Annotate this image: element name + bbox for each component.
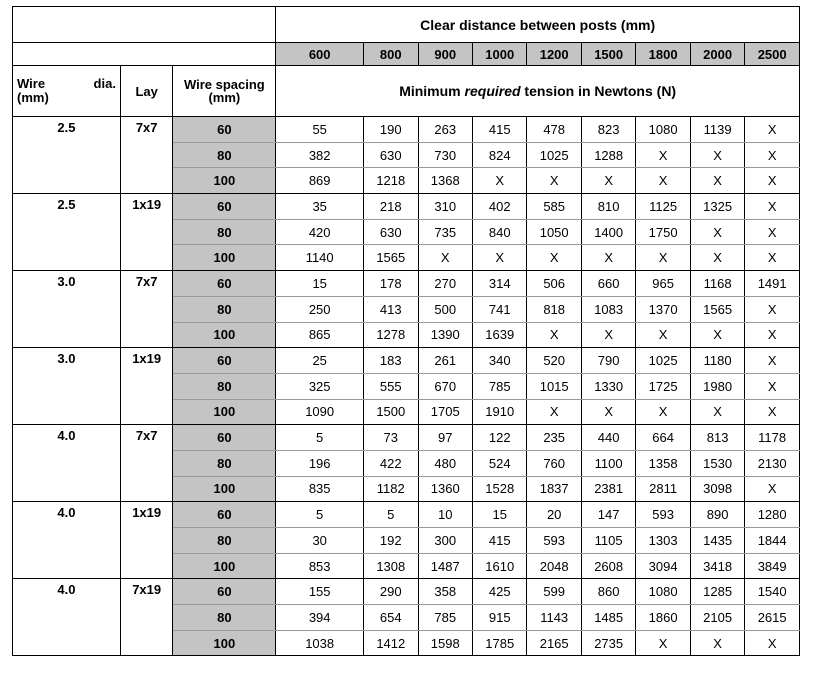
table-row bbox=[13, 425, 800, 451]
tension-value-cell: 965 bbox=[636, 271, 690, 297]
tension-value-cell: 500 bbox=[418, 296, 472, 322]
tension-value-cell: X bbox=[581, 245, 635, 271]
wire-spacing-header bbox=[173, 66, 276, 117]
tension-value-cell: X bbox=[745, 322, 800, 348]
tension-value-cell: 340 bbox=[472, 348, 526, 374]
tension-value-cell: 2381 bbox=[581, 476, 635, 502]
tension-value-cell: 1368 bbox=[418, 168, 472, 194]
tension-em: required bbox=[464, 83, 521, 99]
tension-value-cell: 1308 bbox=[364, 553, 418, 579]
tension-value-cell: 1598 bbox=[418, 630, 472, 656]
tension-value-cell: X bbox=[527, 245, 581, 271]
tension-value-cell: X bbox=[745, 296, 800, 322]
tension-value-cell: 810 bbox=[581, 194, 635, 220]
dia-label: dia. bbox=[93, 76, 116, 92]
tension-value-cell: 10 bbox=[418, 502, 472, 528]
tension-value-cell: X bbox=[690, 142, 744, 168]
table-row bbox=[13, 194, 800, 220]
tension-value-cell: X bbox=[745, 219, 800, 245]
tension-value-cell: 1639 bbox=[472, 322, 526, 348]
wire-dia-cell: 2.5 bbox=[13, 194, 121, 271]
tension-value-cell: 415 bbox=[472, 117, 526, 143]
tension-value-cell: 5 bbox=[364, 502, 418, 528]
tension-value-cell: 178 bbox=[364, 271, 418, 297]
tension-pre: Minimum bbox=[399, 83, 465, 99]
tension-value-cell: 1500 bbox=[364, 399, 418, 425]
blank-corner-cell bbox=[13, 7, 276, 43]
tension-value-cell: 1528 bbox=[472, 476, 526, 502]
wire-dia-cell: 2.5 bbox=[13, 117, 121, 194]
tension-value-cell: 1980 bbox=[690, 373, 744, 399]
distance-header-cell: 2500 bbox=[745, 43, 800, 66]
tension-value-cell: X bbox=[745, 142, 800, 168]
tension-value-cell: X bbox=[581, 322, 635, 348]
tension-value-cell: X bbox=[527, 399, 581, 425]
tension-value-cell: 310 bbox=[418, 194, 472, 220]
tension-value-cell: 2608 bbox=[581, 553, 635, 579]
tension-value-cell: 760 bbox=[527, 450, 581, 476]
lay-cell: 7x7 bbox=[120, 271, 172, 348]
tension-value-cell: 20 bbox=[527, 502, 581, 528]
tension-value-cell: 1015 bbox=[527, 373, 581, 399]
wire-label: Wire bbox=[17, 76, 46, 92]
tension-value-cell: 1080 bbox=[636, 579, 690, 605]
tension-value-cell: 415 bbox=[472, 528, 526, 554]
tension-value-cell: 1080 bbox=[636, 117, 690, 143]
wire-spacing-cell: 80 bbox=[173, 605, 276, 631]
tension-value-cell: 394 bbox=[276, 605, 364, 631]
tension-value-cell: 890 bbox=[690, 502, 744, 528]
tension-value-cell: 1785 bbox=[472, 630, 526, 656]
tension-value-cell: 1100 bbox=[581, 450, 635, 476]
tension-value-cell: 1083 bbox=[581, 296, 635, 322]
tension-value-cell: X bbox=[636, 168, 690, 194]
tension-value-cell: 1565 bbox=[364, 245, 418, 271]
tension-value-cell: 1705 bbox=[418, 399, 472, 425]
tension-value-cell: 1278 bbox=[364, 322, 418, 348]
wire-spacing-cell: 100 bbox=[173, 245, 276, 271]
tension-value-cell: 155 bbox=[276, 579, 364, 605]
tension-value-cell: 1540 bbox=[745, 579, 800, 605]
tension-value-cell: 325 bbox=[276, 373, 364, 399]
tension-value-cell: 314 bbox=[472, 271, 526, 297]
tension-value-cell: 183 bbox=[364, 348, 418, 374]
tension-value-cell: 1725 bbox=[636, 373, 690, 399]
tension-value-cell: 790 bbox=[581, 348, 635, 374]
tension-value-cell: 1358 bbox=[636, 450, 690, 476]
wire-spacing-cell: 100 bbox=[173, 630, 276, 656]
tension-value-cell: 1435 bbox=[690, 528, 744, 554]
tension-value-cell: 2811 bbox=[636, 476, 690, 502]
lay-cell: 1x19 bbox=[120, 502, 172, 579]
tension-value-cell: 1125 bbox=[636, 194, 690, 220]
tension-value-cell: X bbox=[418, 245, 472, 271]
tension-value-cell: 425 bbox=[472, 579, 526, 605]
tension-value-cell: X bbox=[745, 476, 800, 502]
tension-value-cell: 2615 bbox=[745, 605, 800, 631]
tension-value-cell: 1491 bbox=[745, 271, 800, 297]
tension-value-cell: 1168 bbox=[690, 271, 744, 297]
tension-value-cell: 5 bbox=[276, 502, 364, 528]
tension-value-cell: 1487 bbox=[418, 553, 472, 579]
tension-value-cell: 263 bbox=[418, 117, 472, 143]
tension-value-cell: 1750 bbox=[636, 219, 690, 245]
wire-spacing-cell: 100 bbox=[173, 476, 276, 502]
tension-value-cell: 1485 bbox=[581, 605, 635, 631]
wire-dia-cell: 4.0 bbox=[13, 579, 121, 656]
tension-value-cell: 300 bbox=[418, 528, 472, 554]
wire-spacing-cell: 100 bbox=[173, 399, 276, 425]
tension-value-cell: 1288 bbox=[581, 142, 635, 168]
distance-header-cell: 1800 bbox=[636, 43, 690, 66]
tension-value-cell: 1610 bbox=[472, 553, 526, 579]
tension-value-cell: 1285 bbox=[690, 579, 744, 605]
wire-spacing-cell: 80 bbox=[173, 450, 276, 476]
wire-dia-cell: 4.0 bbox=[13, 502, 121, 579]
blank-corner-cell-2 bbox=[13, 43, 276, 66]
wire-spacing-cell: 80 bbox=[173, 528, 276, 554]
wire-spacing-cell: 60 bbox=[173, 502, 276, 528]
tension-value-cell: X bbox=[690, 219, 744, 245]
tension-value-cell: 5 bbox=[276, 425, 364, 451]
tension-value-cell: 1837 bbox=[527, 476, 581, 502]
tension-value-cell: 2165 bbox=[527, 630, 581, 656]
tension-value-cell: 853 bbox=[276, 553, 364, 579]
table-row bbox=[13, 117, 800, 143]
tension-value-cell: X bbox=[636, 245, 690, 271]
tension-value-cell: X bbox=[472, 245, 526, 271]
tension-value-cell: 593 bbox=[636, 502, 690, 528]
tension-value-cell: X bbox=[636, 322, 690, 348]
tension-value-cell: 440 bbox=[581, 425, 635, 451]
tension-value-cell: 1178 bbox=[745, 425, 800, 451]
tension-value-cell: X bbox=[690, 399, 744, 425]
tension-value-cell: 506 bbox=[527, 271, 581, 297]
tension-value-cell: 1218 bbox=[364, 168, 418, 194]
tension-value-cell: 250 bbox=[276, 296, 364, 322]
tension-header bbox=[276, 66, 800, 117]
lay-cell: 7x7 bbox=[120, 117, 172, 194]
tension-value-cell: 818 bbox=[527, 296, 581, 322]
tension-value-cell: X bbox=[745, 194, 800, 220]
tension-value-cell: X bbox=[690, 245, 744, 271]
tension-value-cell: 1860 bbox=[636, 605, 690, 631]
wire-spacing-cell: 100 bbox=[173, 168, 276, 194]
tension-value-cell: X bbox=[745, 168, 800, 194]
tension-value-cell: 524 bbox=[472, 450, 526, 476]
tension-value-cell: 1090 bbox=[276, 399, 364, 425]
header-row-distances bbox=[13, 43, 800, 66]
tension-value-cell: 15 bbox=[472, 502, 526, 528]
wire-spacing-cell: 80 bbox=[173, 142, 276, 168]
lay-cell: 7x19 bbox=[120, 579, 172, 656]
tension-value-cell: X bbox=[581, 399, 635, 425]
tension-value-cell: 35 bbox=[276, 194, 364, 220]
tension-value-cell: 520 bbox=[527, 348, 581, 374]
tension-value-cell: 235 bbox=[527, 425, 581, 451]
tension-value-cell: X bbox=[690, 322, 744, 348]
tension-value-cell: 1390 bbox=[418, 322, 472, 348]
tension-value-cell: 1412 bbox=[364, 630, 418, 656]
tension-value-cell: 1565 bbox=[690, 296, 744, 322]
tension-value-cell: 122 bbox=[472, 425, 526, 451]
tension-value-cell: 824 bbox=[472, 142, 526, 168]
wire-dia-header bbox=[13, 66, 121, 117]
tension-value-cell: 15 bbox=[276, 271, 364, 297]
clear-distance-title: Clear distance between posts (mm) bbox=[276, 7, 800, 43]
wire-spacing-cell: 60 bbox=[173, 271, 276, 297]
tension-value-cell: X bbox=[472, 168, 526, 194]
tension-value-cell: 670 bbox=[418, 373, 472, 399]
tension-value-cell: 823 bbox=[581, 117, 635, 143]
tension-value-cell: 73 bbox=[364, 425, 418, 451]
tension-value-cell: 1844 bbox=[745, 528, 800, 554]
tension-table bbox=[12, 6, 800, 656]
tension-value-cell: 835 bbox=[276, 476, 364, 502]
tension-value-cell: 3094 bbox=[636, 553, 690, 579]
tension-value-cell: 402 bbox=[472, 194, 526, 220]
tension-value-cell: X bbox=[745, 630, 800, 656]
wire-spacing-cell: 60 bbox=[173, 348, 276, 374]
tension-value-cell: 813 bbox=[690, 425, 744, 451]
tension-value-cell: 1280 bbox=[745, 502, 800, 528]
tension-value-cell: 420 bbox=[276, 219, 364, 245]
wire-dia-cell: 3.0 bbox=[13, 348, 121, 425]
wire-dia-cell: 3.0 bbox=[13, 271, 121, 348]
tension-value-cell: 147 bbox=[581, 502, 635, 528]
tension-value-cell: 585 bbox=[527, 194, 581, 220]
tension-value-cell: 1050 bbox=[527, 219, 581, 245]
tension-value-cell: 218 bbox=[364, 194, 418, 220]
tension-value-cell: 1182 bbox=[364, 476, 418, 502]
tension-value-cell: 555 bbox=[364, 373, 418, 399]
wire-spacing-cell: 60 bbox=[173, 579, 276, 605]
tension-value-cell: 55 bbox=[276, 117, 364, 143]
tension-value-cell: 860 bbox=[581, 579, 635, 605]
tension-value-cell: 1180 bbox=[690, 348, 744, 374]
header-row-title bbox=[13, 7, 800, 43]
tension-value-cell: 3098 bbox=[690, 476, 744, 502]
tension-value-cell: 1303 bbox=[636, 528, 690, 554]
tension-value-cell: 192 bbox=[364, 528, 418, 554]
tension-value-cell: 3849 bbox=[745, 553, 800, 579]
tension-value-cell: 593 bbox=[527, 528, 581, 554]
tension-value-cell: X bbox=[745, 117, 800, 143]
lay-header: Lay bbox=[120, 66, 172, 117]
wire-spacing-cell: 100 bbox=[173, 553, 276, 579]
tension-value-cell: 2048 bbox=[527, 553, 581, 579]
tension-value-cell: 785 bbox=[418, 605, 472, 631]
tension-value-cell: 865 bbox=[276, 322, 364, 348]
tension-value-cell: 413 bbox=[364, 296, 418, 322]
tension-value-cell: 290 bbox=[364, 579, 418, 605]
tension-value-cell: 1360 bbox=[418, 476, 472, 502]
tension-value-cell: 270 bbox=[418, 271, 472, 297]
tension-value-cell: 30 bbox=[276, 528, 364, 554]
tension-value-cell: X bbox=[690, 168, 744, 194]
tension-value-cell: 730 bbox=[418, 142, 472, 168]
wire-spacing-cell: 100 bbox=[173, 322, 276, 348]
wire-spacing-cell: 80 bbox=[173, 296, 276, 322]
tension-value-cell: 840 bbox=[472, 219, 526, 245]
tension-value-cell: 869 bbox=[276, 168, 364, 194]
wire-spacing-cell: 80 bbox=[173, 219, 276, 245]
tension-value-cell: 382 bbox=[276, 142, 364, 168]
tension-value-cell: 664 bbox=[636, 425, 690, 451]
tension-value-cell: X bbox=[581, 168, 635, 194]
tension-value-cell: 741 bbox=[472, 296, 526, 322]
tension-value-cell: X bbox=[636, 630, 690, 656]
tension-value-cell: 2735 bbox=[581, 630, 635, 656]
wire-spacing-label: Wire spacing bbox=[183, 77, 265, 92]
tension-value-cell: 1143 bbox=[527, 605, 581, 631]
table-row bbox=[13, 271, 800, 297]
tension-value-cell: 1140 bbox=[276, 245, 364, 271]
lay-cell: 7x7 bbox=[120, 425, 172, 502]
tension-value-cell: X bbox=[745, 245, 800, 271]
wire-dia-unit: (mm) bbox=[17, 90, 49, 105]
wire-spacing-cell: 60 bbox=[173, 194, 276, 220]
tension-value-cell: 1325 bbox=[690, 194, 744, 220]
tension-value-cell: X bbox=[636, 399, 690, 425]
tension-value-cell: 1910 bbox=[472, 399, 526, 425]
tension-value-cell: X bbox=[527, 322, 581, 348]
tension-value-cell: X bbox=[745, 373, 800, 399]
tension-value-cell: 2105 bbox=[690, 605, 744, 631]
tension-value-cell: 660 bbox=[581, 271, 635, 297]
tension-value-cell: X bbox=[745, 348, 800, 374]
tension-value-cell: X bbox=[636, 142, 690, 168]
tension-value-cell: 261 bbox=[418, 348, 472, 374]
tension-value-cell: 1025 bbox=[527, 142, 581, 168]
distance-header-cell: 1000 bbox=[472, 43, 526, 66]
tension-post: tension in Newtons (N) bbox=[520, 83, 677, 99]
tension-value-cell: 1105 bbox=[581, 528, 635, 554]
tension-value-cell: 190 bbox=[364, 117, 418, 143]
tension-value-cell: 3418 bbox=[690, 553, 744, 579]
tension-value-cell: 358 bbox=[418, 579, 472, 605]
tension-value-cell: 422 bbox=[364, 450, 418, 476]
tension-value-cell: 196 bbox=[276, 450, 364, 476]
tension-value-cell: 2130 bbox=[745, 450, 800, 476]
tension-value-cell: 785 bbox=[472, 373, 526, 399]
table-row bbox=[13, 502, 800, 528]
tension-value-cell: 1038 bbox=[276, 630, 364, 656]
tension-value-cell: X bbox=[745, 399, 800, 425]
tension-value-cell: 599 bbox=[527, 579, 581, 605]
wire-spacing-cell: 60 bbox=[173, 425, 276, 451]
tension-value-cell: 480 bbox=[418, 450, 472, 476]
tension-value-cell: X bbox=[527, 168, 581, 194]
tension-value-cell: 915 bbox=[472, 605, 526, 631]
wire-dia-cell: 4.0 bbox=[13, 425, 121, 502]
distance-header-cell: 1500 bbox=[581, 43, 635, 66]
distance-header-cell: 900 bbox=[418, 43, 472, 66]
lay-cell: 1x19 bbox=[120, 194, 172, 271]
lay-cell: 1x19 bbox=[120, 348, 172, 425]
distance-header-cell: 800 bbox=[364, 43, 418, 66]
tension-value-cell: 654 bbox=[364, 605, 418, 631]
distance-header-cell: 1200 bbox=[527, 43, 581, 66]
table-row bbox=[13, 579, 800, 605]
tension-value-cell: 1025 bbox=[636, 348, 690, 374]
wire-spacing-cell: 60 bbox=[173, 117, 276, 143]
distance-header-cell: 600 bbox=[276, 43, 364, 66]
tension-value-cell: 1530 bbox=[690, 450, 744, 476]
tension-value-cell: 1330 bbox=[581, 373, 635, 399]
tension-value-cell: 1370 bbox=[636, 296, 690, 322]
wire-spacing-cell: 80 bbox=[173, 373, 276, 399]
wire-spacing-unit: (mm) bbox=[208, 90, 241, 105]
tension-value-cell: 25 bbox=[276, 348, 364, 374]
tension-value-cell: 735 bbox=[418, 219, 472, 245]
tension-value-cell: 630 bbox=[364, 219, 418, 245]
tension-value-cell: 1139 bbox=[690, 117, 744, 143]
table-row bbox=[13, 348, 800, 374]
tension-value-cell: 478 bbox=[527, 117, 581, 143]
tension-value-cell: 97 bbox=[418, 425, 472, 451]
tension-value-cell: 630 bbox=[364, 142, 418, 168]
distance-header-cell: 2000 bbox=[690, 43, 744, 66]
tension-value-cell: X bbox=[690, 630, 744, 656]
header-row-columns bbox=[13, 66, 800, 117]
tension-value-cell: 1400 bbox=[581, 219, 635, 245]
